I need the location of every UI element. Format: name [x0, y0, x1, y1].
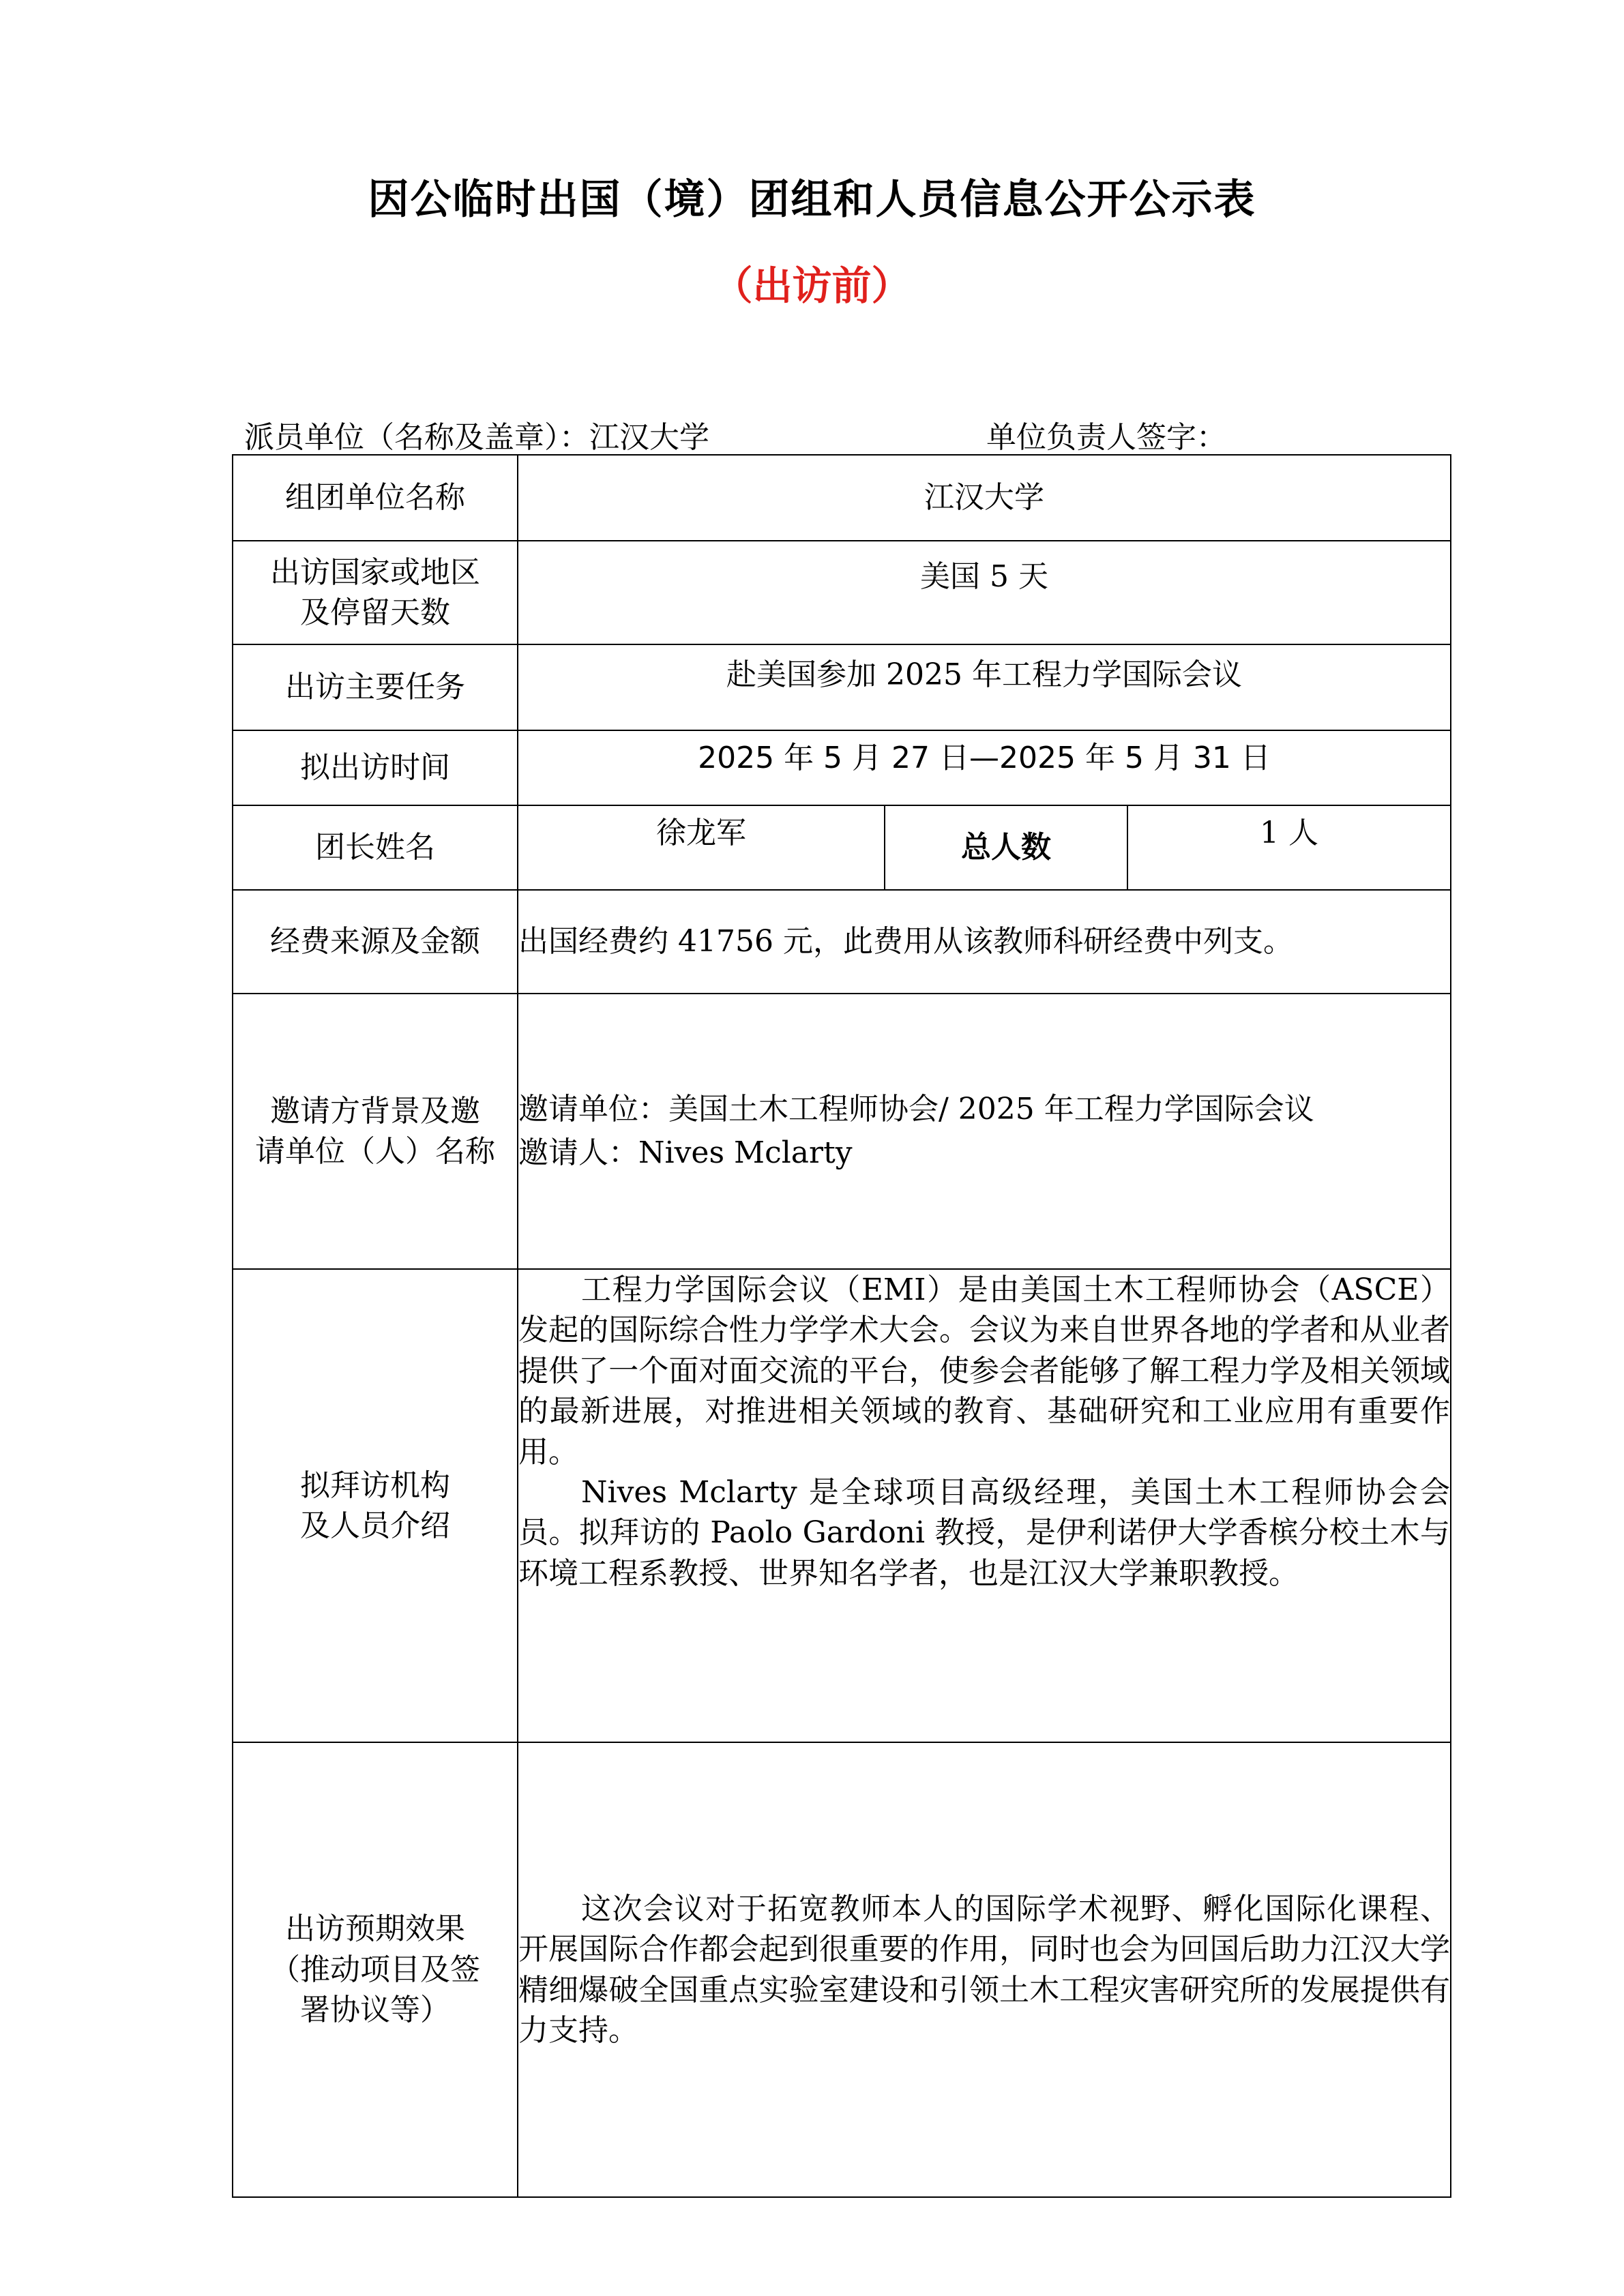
funding-value: 出国经费约 41756 元，此费用从该教师科研经费中列支。	[518, 890, 1451, 994]
table-row	[233, 455, 1451, 541]
effect-label	[233, 1742, 518, 2197]
inviter-unit: 邀请单位：美国土木工程师协会/ 2025 年工程力学国际会议	[518, 1092, 1314, 1127]
effect-value	[518, 1742, 1451, 2197]
time-value: 2025 年 5 月 27 日—2025 年 5 月 31 日	[518, 730, 1451, 805]
country-label-line-2: 及停留天数	[300, 595, 450, 630]
inviter-label-line-2: 请单位（人）名称	[255, 1134, 495, 1169]
visit-value	[518, 1269, 1451, 1742]
total-label: 总人数	[885, 805, 1127, 890]
country-label-line-1: 出访国家或地区	[270, 554, 480, 590]
inviter-label-line-1: 邀请方背景及邀	[270, 1093, 480, 1129]
time-label: 拟出访时间	[233, 730, 518, 805]
org-name-value: 江汉大学	[518, 455, 1451, 541]
leader-label: 团长姓名	[233, 805, 518, 890]
signature-label: 单位负责人签字：	[986, 420, 1226, 455]
inviter-label	[233, 994, 518, 1269]
country-value: 美国 5 天	[518, 541, 1451, 644]
effect-label-line-3: 署协议等）	[300, 1993, 450, 2028]
table-row	[233, 890, 1451, 994]
visit-label	[233, 1269, 518, 1742]
table-row	[233, 1269, 1451, 1742]
visit-paragraph-1: 工程力学国际会议（EMI）是由美国土木工程师协会（ASCE）发起的国际综合性力学学术大会。会议为来自世界各地的学者和从业者提供了一个面对面交流的平台，使参会者能够了解工程力学及相关领域的最新进展，对推进相关领域的教育、基础研究和工业应用有重要作用。	[518, 1272, 1451, 1470]
country-label	[233, 541, 518, 644]
total-value: 1 人	[1127, 805, 1451, 890]
leader-value: 徐龙军	[518, 805, 885, 890]
table-row	[233, 644, 1451, 730]
effect-label-line-2: （推动项目及签	[270, 1952, 480, 1987]
org-name-label: 组团单位名称	[233, 455, 518, 541]
task-label: 出访主要任务	[233, 644, 518, 730]
page-title: 因公临时出国（境）团组和人员信息公开公示表	[368, 176, 1256, 224]
page-subtitle: （出访前）	[713, 263, 911, 309]
table-row	[233, 730, 1451, 805]
table-row	[233, 1742, 1451, 2197]
visit-label-line-1: 拟拜访机构	[300, 1467, 450, 1503]
info-table	[232, 454, 1451, 2198]
visit-label-line-2: 及人员介绍	[300, 1508, 450, 1543]
sending-unit-line: 派员单位（名称及盖章）：江汉大学	[244, 420, 709, 455]
inviter-value	[518, 994, 1451, 1269]
effect-paragraph: 这次会议对于拓宽教师本人的国际学术视野、孵化国际化课程、开展国际合作都会起到很重要的作用，同时也会为回国后助力江汉大学精细爆破全国重点实验室建设和引领土木工程灾害研究所的发展提供有力支持。	[518, 1891, 1451, 2048]
task-value: 赴美国参加 2025 年工程力学国际会议	[518, 644, 1451, 730]
visit-paragraph-2: Nives Mclarty 是全球项目高级经理，美国土木工程师协会会员。拟拜访的 Paolo Gardoni 教授，是伊利诺伊大学香槟分校土木与环境工程系教授、世界知名学者，也是江汉大学兼职教授。	[518, 1474, 1451, 1591]
table-row	[233, 994, 1451, 1269]
effect-label-line-1: 出访预期效果	[285, 1911, 465, 1947]
funding-label: 经费来源及金额	[233, 890, 518, 994]
table-row	[233, 805, 1451, 890]
inviter-person: 邀请人：Nives Mclarty	[518, 1135, 853, 1170]
table-row	[233, 541, 1451, 644]
